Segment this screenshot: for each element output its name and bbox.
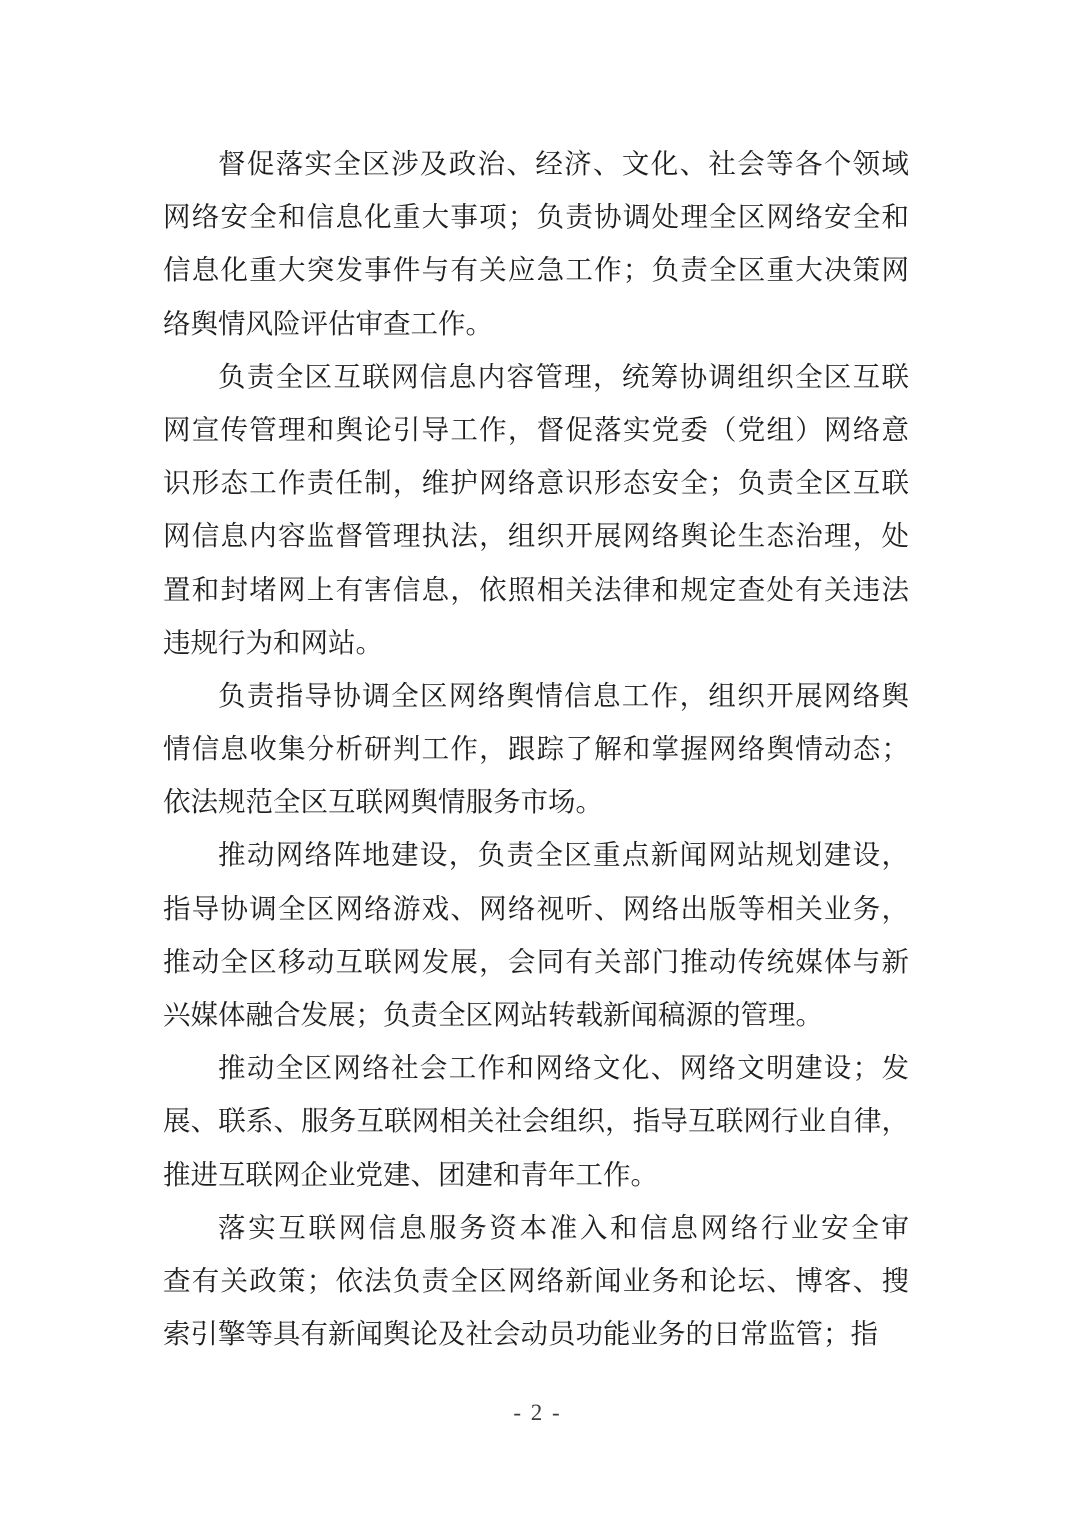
paragraph <box>163 350 909 669</box>
text-line: 网信息内容监督管理执法，组织开展网络舆论生态治理，处 <box>163 520 909 552</box>
text-line: 推动全区网络社会工作和网络文化、网络文明建设；发 <box>218 1052 909 1084</box>
text-line: 展、联系、服务互联网相关社会组织，指导互联网行业自律， <box>163 1105 909 1137</box>
paragraph <box>163 1041 909 1201</box>
text-line: 兴媒体融合发展；负责全区网站转载新闻稿源的管理。 <box>163 999 823 1030</box>
text-line: 络舆情风险评估审查工作。 <box>163 307 493 339</box>
text-line: 负责全区互联网信息内容管理，统筹协调组织全区互联 <box>218 360 909 392</box>
text-line: 查有关政策；依法负责全区网络新闻业务和论坛、博客、搜 <box>163 1264 909 1296</box>
document-body <box>163 137 909 1360</box>
text-line: 网络安全和信息化重大事项；负责协调处理全区网络安全和 <box>163 201 909 233</box>
text-line: 推动全区移动互联网发展，会同有关部门推动传统媒体与新 <box>163 945 909 977</box>
text-line: 信息化重大突发事件与有关应急工作；负责全区重大决策网 <box>163 254 909 286</box>
paragraph <box>163 828 909 1041</box>
page-number: - 2 - <box>513 1400 562 1425</box>
paragraph <box>163 669 909 829</box>
text-line: 网宣传管理和舆论引导工作，督促落实党委（党组）网络意 <box>163 413 909 445</box>
text-line: 负责指导协调全区网络舆情信息工作，组织开展网络舆 <box>218 679 909 711</box>
text-line: 置和封堵网上有害信息，依照相关法律和规定查处有关违法 <box>163 573 909 605</box>
text-line: 推动网络阵地建设，负责全区重点新闻网站规划建设， <box>218 839 909 871</box>
text-line: 督促落实全区涉及政治、经济、文化、社会等各个领域 <box>218 148 909 179</box>
text-line: 推进互联网企业党建、团建和青年工作。 <box>163 1158 658 1190</box>
text-line: 情信息收集分析研判工作，跟踪了解和掌握网络舆情动态； <box>163 733 909 765</box>
text-line: 依法规范全区互联网舆情服务市场。 <box>163 786 603 818</box>
text-line: 识形态工作责任制，维护网络意识形态安全；负责全区互联 <box>163 467 909 499</box>
paragraph <box>163 137 909 350</box>
paragraph <box>163 1201 909 1361</box>
text-line: 指导协调全区网络游戏、网络视听、网络出版等相关业务， <box>163 892 909 924</box>
text-line: 违规行为和网站。 <box>163 626 383 658</box>
text-line: 落实互联网信息服务资本准入和信息网络行业安全审 <box>218 1211 909 1243</box>
text-line: 索引擎等具有新闻舆论及社会动员功能业务的日常监管；指 <box>163 1318 878 1350</box>
